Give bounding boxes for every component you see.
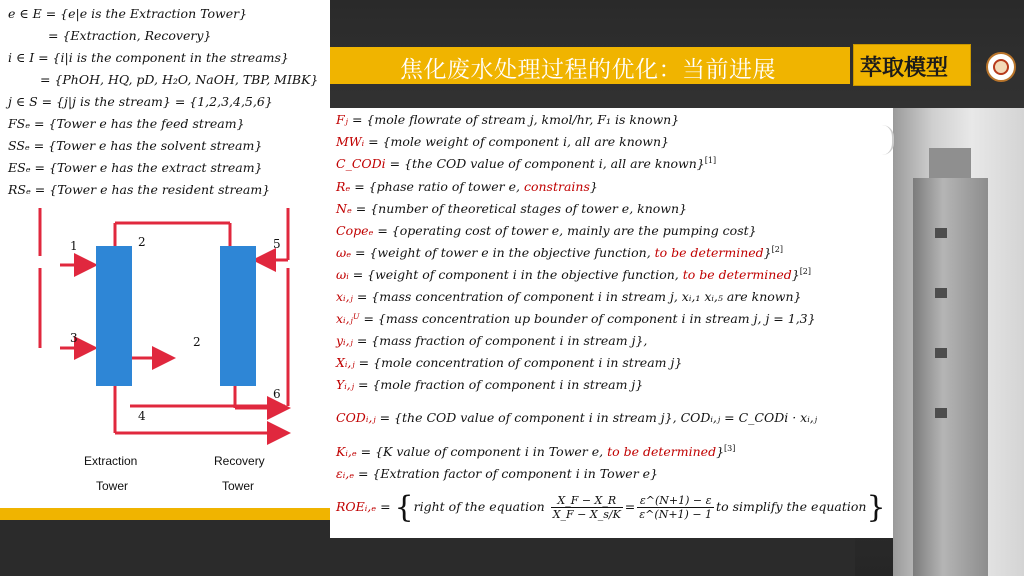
set-def-ss: SSₑ = {Tower e has the solvent stream}	[8, 138, 263, 153]
variable-definition	[336, 333, 647, 348]
variable-text: = {operating cost of tower e, mainly are the pumping cost}	[373, 223, 757, 239]
set-def-i: i ∈ I = {i|i is the component in the streams}	[8, 50, 289, 65]
variable-symbol: Fⱼ	[336, 112, 348, 128]
variable-symbol: yᵢ,ⱼ	[336, 333, 353, 349]
variable-note: to be determined	[607, 444, 717, 460]
variable-definition	[336, 311, 816, 326]
variable-note: to be determined	[682, 267, 792, 283]
stream-number: 2	[138, 235, 146, 249]
reference-marker: [2]	[799, 267, 812, 276]
variable-tail: }	[716, 444, 725, 460]
stream-number: 2	[193, 335, 201, 349]
variable-text: = {mass concentration of component i in stream j, xᵢ,₁ xᵢ,₅ are known}	[352, 289, 802, 305]
variable-symbol: Nₑ	[336, 201, 352, 217]
variable-definition	[336, 156, 716, 171]
variable-symbol: MWᵢ	[336, 134, 365, 150]
roe-fraction-1: $\frac{X\_F - X\_R}{X\_F - X\_s/K}$	[552, 494, 621, 521]
variable-definition	[336, 112, 679, 127]
roe-equation: ROEᵢ,ₑ = {right of the equation $\frac{X\_F - X\_R}{X\_F - X\_s/K}$ = $\frac{\varepsilon\^{}(N+1) - \varepsilon}{\varepsilon\^{}(N+1) - 1}$ to simplify the equation}	[336, 490, 886, 525]
roe-suffix: to simplify the equation	[716, 499, 867, 514]
variable-definition	[336, 223, 757, 238]
extraction-tower	[96, 246, 132, 386]
tower-label: Recovery	[214, 454, 265, 468]
variable-symbol: CODᵢ,ⱼ	[336, 410, 376, 426]
variable-definition	[336, 179, 598, 194]
variable-text: = {K value of component i in Tower e,	[356, 444, 608, 460]
reference-marker: [3]	[724, 444, 736, 453]
set-def-fs: FSₑ = {Tower e has the feed stream}	[8, 116, 245, 131]
variable-text: = {mole flowrate of stream j, kmol/hr, F₁ is known}	[347, 112, 680, 128]
process-diagram	[30, 208, 320, 498]
stream-number: 3	[70, 331, 78, 345]
stream-number: 6	[273, 387, 281, 401]
variable-definition	[336, 444, 735, 459]
variable-text: = {number of theoretical stages of tower e, known}	[351, 201, 687, 217]
variable-text: = {mole concentration of component i in stream j}	[354, 355, 683, 371]
variable-definition	[336, 134, 669, 149]
set-def-es: ESₑ = {Tower e has the extract stream}	[8, 160, 263, 175]
variable-text: = {mass fraction of component i in stream j},	[352, 333, 648, 349]
slide-title: 焦化废水处理过程的优化：当前进展	[400, 57, 776, 83]
variable-symbol: ωₑ	[336, 245, 352, 261]
variable-symbol: ωᵢ	[336, 267, 349, 283]
variable-tail: }	[791, 267, 800, 283]
variable-definition	[336, 410, 817, 425]
roe-symbol: ROEᵢ,ₑ	[336, 499, 377, 514]
sets-panel	[0, 0, 330, 508]
roe-fraction-2: $\frac{\varepsilon\^{}(N+1) - \varepsilon}{\varepsilon\^{}(N+1) - 1}$	[639, 494, 713, 521]
variable-note: constrains	[523, 179, 590, 195]
variable-symbol: Yᵢ,ⱼ	[336, 377, 355, 393]
variable-definition	[336, 355, 682, 370]
stream-number: 1	[70, 239, 78, 253]
variable-text: = {the COD value of component i in stream j}, CODᵢ,ⱼ = C_CODi · xᵢ,ⱼ	[375, 410, 818, 426]
model-label: 萃取模型	[860, 56, 949, 81]
recovery-tower	[220, 246, 256, 386]
variable-symbol: Copeₑ	[336, 223, 374, 239]
stream-number: 4	[138, 409, 146, 423]
variable-tail: }	[763, 245, 772, 261]
stream-number: 5	[273, 237, 281, 251]
set-def-rs: RSₑ = {Tower e has the resident stream}	[8, 182, 271, 197]
roe-eq: =	[376, 499, 395, 514]
variable-symbol: C_CODi	[336, 156, 386, 172]
tower-label: Tower	[96, 479, 129, 493]
roe-prefix: right of the equation	[413, 499, 545, 514]
variable-definition	[336, 289, 802, 304]
variable-text: = {mass concentration up bounder of component i in stream j, j = 1,3}	[359, 311, 816, 327]
tower-label: Extraction	[84, 454, 138, 468]
set-def-i-values: = {PhOH, HQ, pD, H₂O, NaOH, TBP, MIBK}	[40, 72, 319, 87]
set-def-j: j ∈ S = {j|j is the stream} = {1,2,3,4,5,6}	[8, 94, 273, 109]
variable-text: = {the COD value of component i, all are known}	[385, 156, 705, 172]
university-logo-icon	[986, 52, 1016, 82]
set-def-e: e ∈ E = {e|e is the Extraction Tower}	[8, 6, 248, 21]
variable-text: = {Extration factor of component i in Tower e}	[354, 466, 659, 482]
variable-definition	[336, 466, 658, 481]
variable-symbol: Rₑ	[336, 179, 351, 195]
variable-symbol: xᵢ,ⱼ	[336, 289, 353, 305]
variable-text: = {phase ratio of tower e,	[350, 179, 524, 195]
tower-label: Tower	[222, 479, 255, 493]
variable-text: = {weight of component i in the objective function,	[348, 267, 683, 283]
variable-definition	[336, 377, 643, 392]
variable-tail: }	[589, 179, 598, 195]
variable-text: = {weight of tower e in the objective function,	[351, 245, 655, 261]
variable-definition	[336, 267, 811, 282]
variable-note: to be determined	[654, 245, 764, 261]
reference-marker: [1]	[704, 156, 717, 165]
set-def-e-values: = {Extraction, Recovery}	[48, 28, 212, 43]
variable-symbol: Xᵢ,ⱼ	[336, 355, 355, 371]
variable-text: = {mole weight of component i, all are known}	[364, 134, 669, 150]
variable-definition	[336, 245, 783, 260]
variable-symbol: Kᵢ,ₑ	[336, 444, 357, 460]
variable-symbol: xᵢ,ⱼᵁ	[336, 311, 360, 327]
reference-marker: [2]	[771, 245, 783, 254]
background-photo	[893, 108, 1024, 576]
variable-text: = {mole fraction of component i in stream j}	[354, 377, 644, 393]
variables-panel	[330, 108, 893, 538]
variable-definition	[336, 201, 687, 216]
variable-symbol: εᵢ,ₑ	[336, 466, 355, 482]
